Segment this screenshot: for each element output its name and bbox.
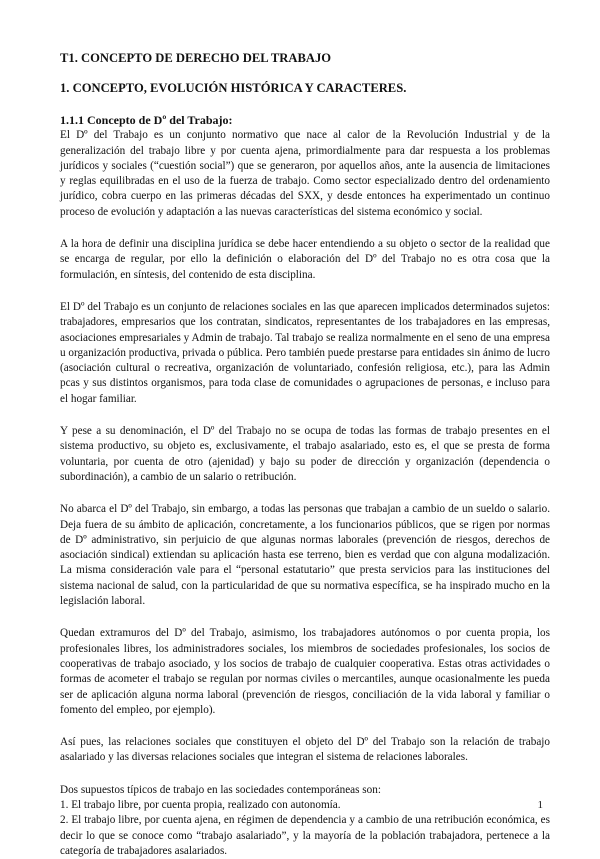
list-item: 2. El trabajo libre, por cuenta ajena, en régimen de dependencia y a cambio de una retribución económica, es decir lo que se conoce como “trabajo asalariado”, y la mayoría de la población trabajadora, pertenece a la categoría de trabajadores asalariados. [60,814,550,857]
paragraph-definition-object: A la hora de definir una disciplina jurídica se debe hacer entendiendo a su objeto o sector de la realidad que se encarga de regular, por ello la definición o elaboración del Dº del Trabajo no es otra cosa que la formulación, en síntesis, del contenido de esta disciplina. [60,238,550,281]
list-item: 1. El trabajo libre, por cuenta propia, realizado con autonomía. [60,798,341,811]
paragraph-exclusions-autonomous: Quedan extramuros del Dº del Trabajo, asimismo, los trabajadores autónomos o por cuenta propia, los profesionales libres, los administradores sociales, los miembros de sociedades profesionales, los socios de cooperativas de trabajo asociado, y los socios de trabajo de cualquier cooperativa. Estas otras actividades o formas de acometer el trabajo se regulan por normas civiles o mercantiles, aunque ocasionalmente les pueda ser de aplicación alguna norma laboral (prevención de riesgos, conciliación de la vida laboral y familiar o fomento del empleo, por ejemplo). [60,627,550,716]
document-page [60,50,550,859]
paragraph-salaried-work: Y pese a su denominación, el Dº del Trabajo no se ocupa de todas las formas de trabajo presentes en el sistema productivo, su objeto es, exclusivamente, el trabajo asalariado, esto es, el que se presta de forma voluntaria, por cuenta de otro (ajenidad) y bajo su poder de dirección y organización (dependencia o subordinación), a cambio de un salario o retribución. [60,425,550,483]
paragraph-exclusions-public: No abarca el Dº del Trabajo, sin embargo, a todas las personas que trabajan a cambio de un sueldo o salario. Deja fuera de su ámbito de aplicación, concretamente, a los funcionarios públicos, que se rigen por normas de Dº administrativo, sin perjuicio de que algunas normas laborales (prevención de riesgos, derechos de asociación sindical) extiendan su aplicación hasta ese terreno, bien es verdad que con alguna modalización. La misma consideración vale para el “personal estatutario” que presta servicios para las instituciones del sistema nacional de salud, con la particularidad de que su normativa específica, se ha inspirado mucho en la legislación laboral. [60,503,550,608]
list-intro: Dos supuestos típicos de trabajo en las sociedades contemporáneas son: [60,783,381,796]
section-heading: 1. CONCEPTO, EVOLUCIÓN HISTÓRICA Y CARACTERES. [60,81,407,95]
document-title: T1. CONCEPTO DE DERECHO DEL TRABAJO [60,51,332,65]
page-number: 1 [537,799,543,811]
paragraph-definition-origin: El Dº del Trabajo es un conjunto normativo que nace al calor de la Revolución Industrial y de la generalización del trabajo libre y por cuenta ajena, primordialmente para dar respuesta a los problemas jurídicos y sociales (“cuestión social”) que se generaron, por aquellos años, ante la ausencia de limitaciones y reglas equilibradas en el uso de la fuerza de trabajo. Como sector especializado dentro del ordenamiento jurídico, cobra cuerpo en las primeras décadas del SXX, y desde entonces ha experimentado un continuo proceso de evolución y adaptación a las nuevas características del sistema económico y social. [60,129,550,218]
paragraph-conclusion: Así pues, las relaciones sociales que constituyen el objeto del Dº del Trabajo son la relación de trabajo asalariado y las diversas relaciones sociales que integran el sistema de relaciones laborales. [60,736,550,764]
subsection-heading: 1.1.1 Concepto de Dº del Trabajo: [60,113,233,127]
paragraph-social-relations: El Dº del Trabajo es un conjunto de relaciones sociales en las que aparecen implicados determinados sujetos: trabajadores, empresarios que los contratan, sindicatos, representantes de los trabajadores en las empresas, asociaciones empresariales y Admin de trabajo. Tal trabajo se realiza normalmente en el seno de una empresa u organización productiva, privada o pública. Pero también puede prestarse para entidades sin ánimo de lucro (asociación cultural o recreativa, organización de voluntariado, confesión religiosa, etc.), para las Admin pcas y sus distintos organismos, para toda clase de comunidades o agrupaciones de personas, e incluso para el hogar familiar. [60,300,550,405]
